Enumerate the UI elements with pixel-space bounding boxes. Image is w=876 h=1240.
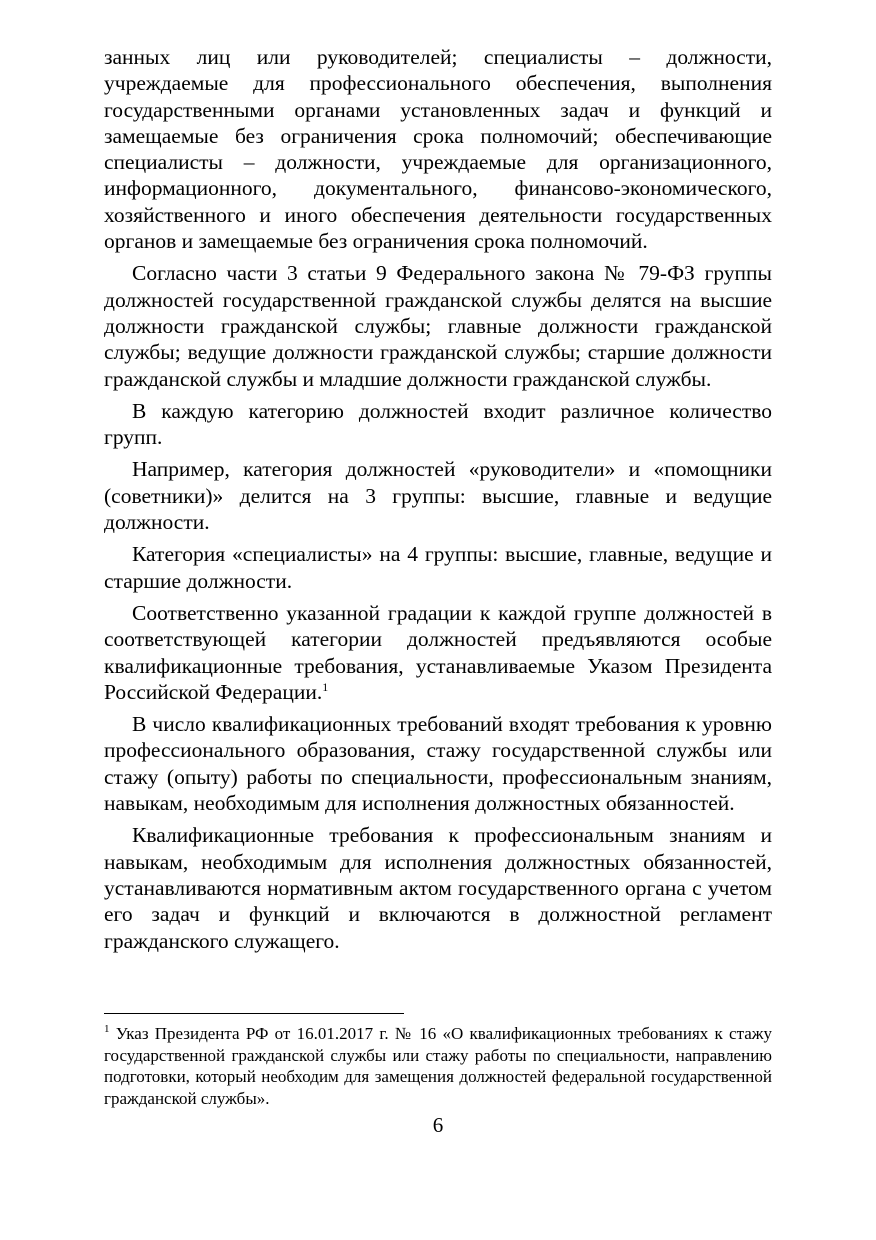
footnote <box>104 1023 772 1109</box>
body-text <box>104 44 772 954</box>
paragraph-8: Квалификационные требования к профессиональным знаниям и навыкам, необходимым для исполнения должностных обязанностей, устанавливаются нормативным актом государственного органа с учетом его задач и функций и включаются в должностной регламент гражданского служащего. <box>104 823 772 953</box>
paragraph-6 <box>104 600 772 705</box>
footnote-reference[interactable]: 1 <box>322 679 329 694</box>
footnote-divider <box>104 1013 404 1014</box>
paragraph-6-text: Соответственно указанной градации к каждой группе должностей в соответствующей категории должностей предъявляются особые квалификационные требования, устанавливаемые Указом Президента Российской Федерации. <box>104 600 772 704</box>
paragraph-3: В каждую категорию должностей входит различное количество групп. <box>104 398 772 450</box>
paragraph-1: занных лиц или руководителей; специалисты – должности, учреждаемые для профессионального обеспечения, выполнения государственными органами установленных задач и функций и замещаемые без ограничения срока полномочий; обеспечивающие специалисты – должности, учреждаемые для организационного, информационного, документального, финансово-экономического, хозяйственного и иного обеспечения деятельности государственных органов и замещаемые без ограничения срока полномочий. <box>104 45 772 254</box>
page-body <box>104 44 772 954</box>
page-number: 6 <box>432 1113 444 1137</box>
paragraph-5: Категория «специалисты» на 4 группы: высшие, главные, ведущие и старшие должности. <box>104 542 772 593</box>
footnote-text: Указ Президента РФ от 16.01.2017 г. № 16 «О квалификационных требованиях к стажу государственной гражданской службы или стажу работы по специальности, направлению подготовки, который необходим для замещения должностей федеральной государственной гражданской службы». <box>104 1024 772 1108</box>
footnote-marker: 1 <box>104 1023 110 1035</box>
paragraph-7: В число квалификационных требований входят требования к уровню профессионального образования, стажу государственной службы или стажу (опыту) работы по специальности, профессиональным знаниям, навыкам, необходимым для исполнения должностных обязанностей. <box>104 712 772 816</box>
paragraph-2: Согласно части 3 статьи 9 Федерального закона № 79-ФЗ группы должностей государственной гражданской службы делятся на высшие должности гражданской службы; главные должности гражданской службы; ведущие должности гражданской службы; старшие должности гражданской службы и младшие должности гражданской службы. <box>104 261 772 391</box>
paragraph-4: Например, категория должностей «руководители» и «помощники (советники)» делится на 3 группы: высшие, главные и ведущие должности. <box>104 457 772 535</box>
